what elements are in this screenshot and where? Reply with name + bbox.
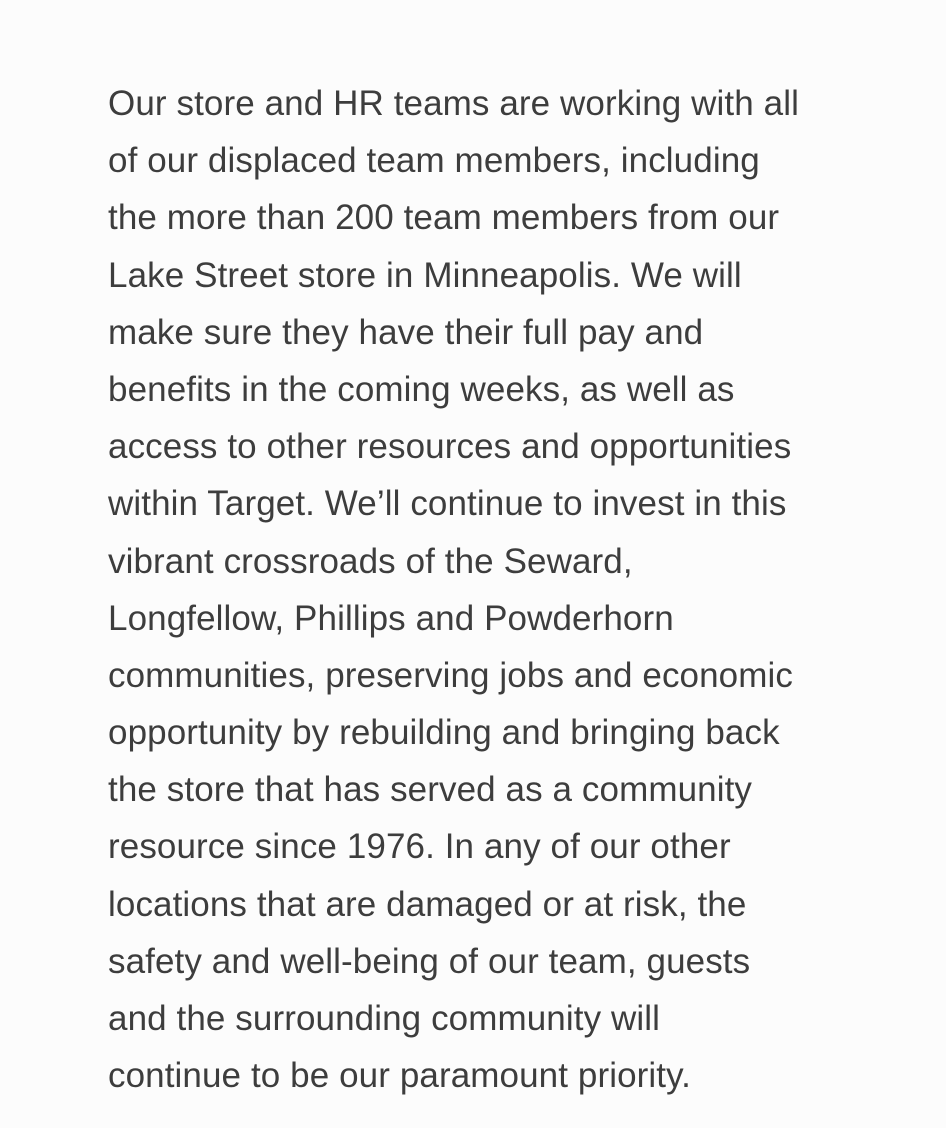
paragraph-line: the more than 200 team members from our <box>108 198 780 238</box>
paragraph-line: and the surrounding community will <box>108 999 661 1038</box>
paragraph-line: locations that are damaged or at risk, the <box>108 884 747 924</box>
paragraph-line: vibrant crossroads of the Seward, <box>108 541 633 581</box>
paragraph-line: resource since 1976. In any of our other <box>108 827 731 867</box>
paragraph-line: Longfellow, Phillips and Powderhorn <box>108 598 674 638</box>
paragraph-line: continue to be our paramount priority. <box>108 1056 691 1096</box>
paragraph-line: Our store and HR teams are working with all <box>108 84 799 123</box>
paragraph-line: safety and well-being of our team, guests <box>108 941 751 981</box>
statement-paragraph <box>108 75 928 1104</box>
paragraph-line: of our displaced team members, including <box>108 141 760 181</box>
paragraph-line: communities, preserving jobs and economic <box>108 655 793 695</box>
paragraph-line: Lake Street store in Minneapolis. We will <box>108 255 742 295</box>
paragraph-line: benefits in the coming weeks, as well as <box>108 369 735 409</box>
paragraph-line: the store that has served as a community <box>108 770 753 810</box>
paragraph-line: make sure they have their full pay and <box>108 312 704 352</box>
paragraph-line: within Target. We’ll continue to invest in this <box>108 484 787 524</box>
paragraph-line: access to other resources and opportunities <box>108 427 792 467</box>
paragraph-line: opportunity by rebuilding and bringing back <box>108 713 780 753</box>
